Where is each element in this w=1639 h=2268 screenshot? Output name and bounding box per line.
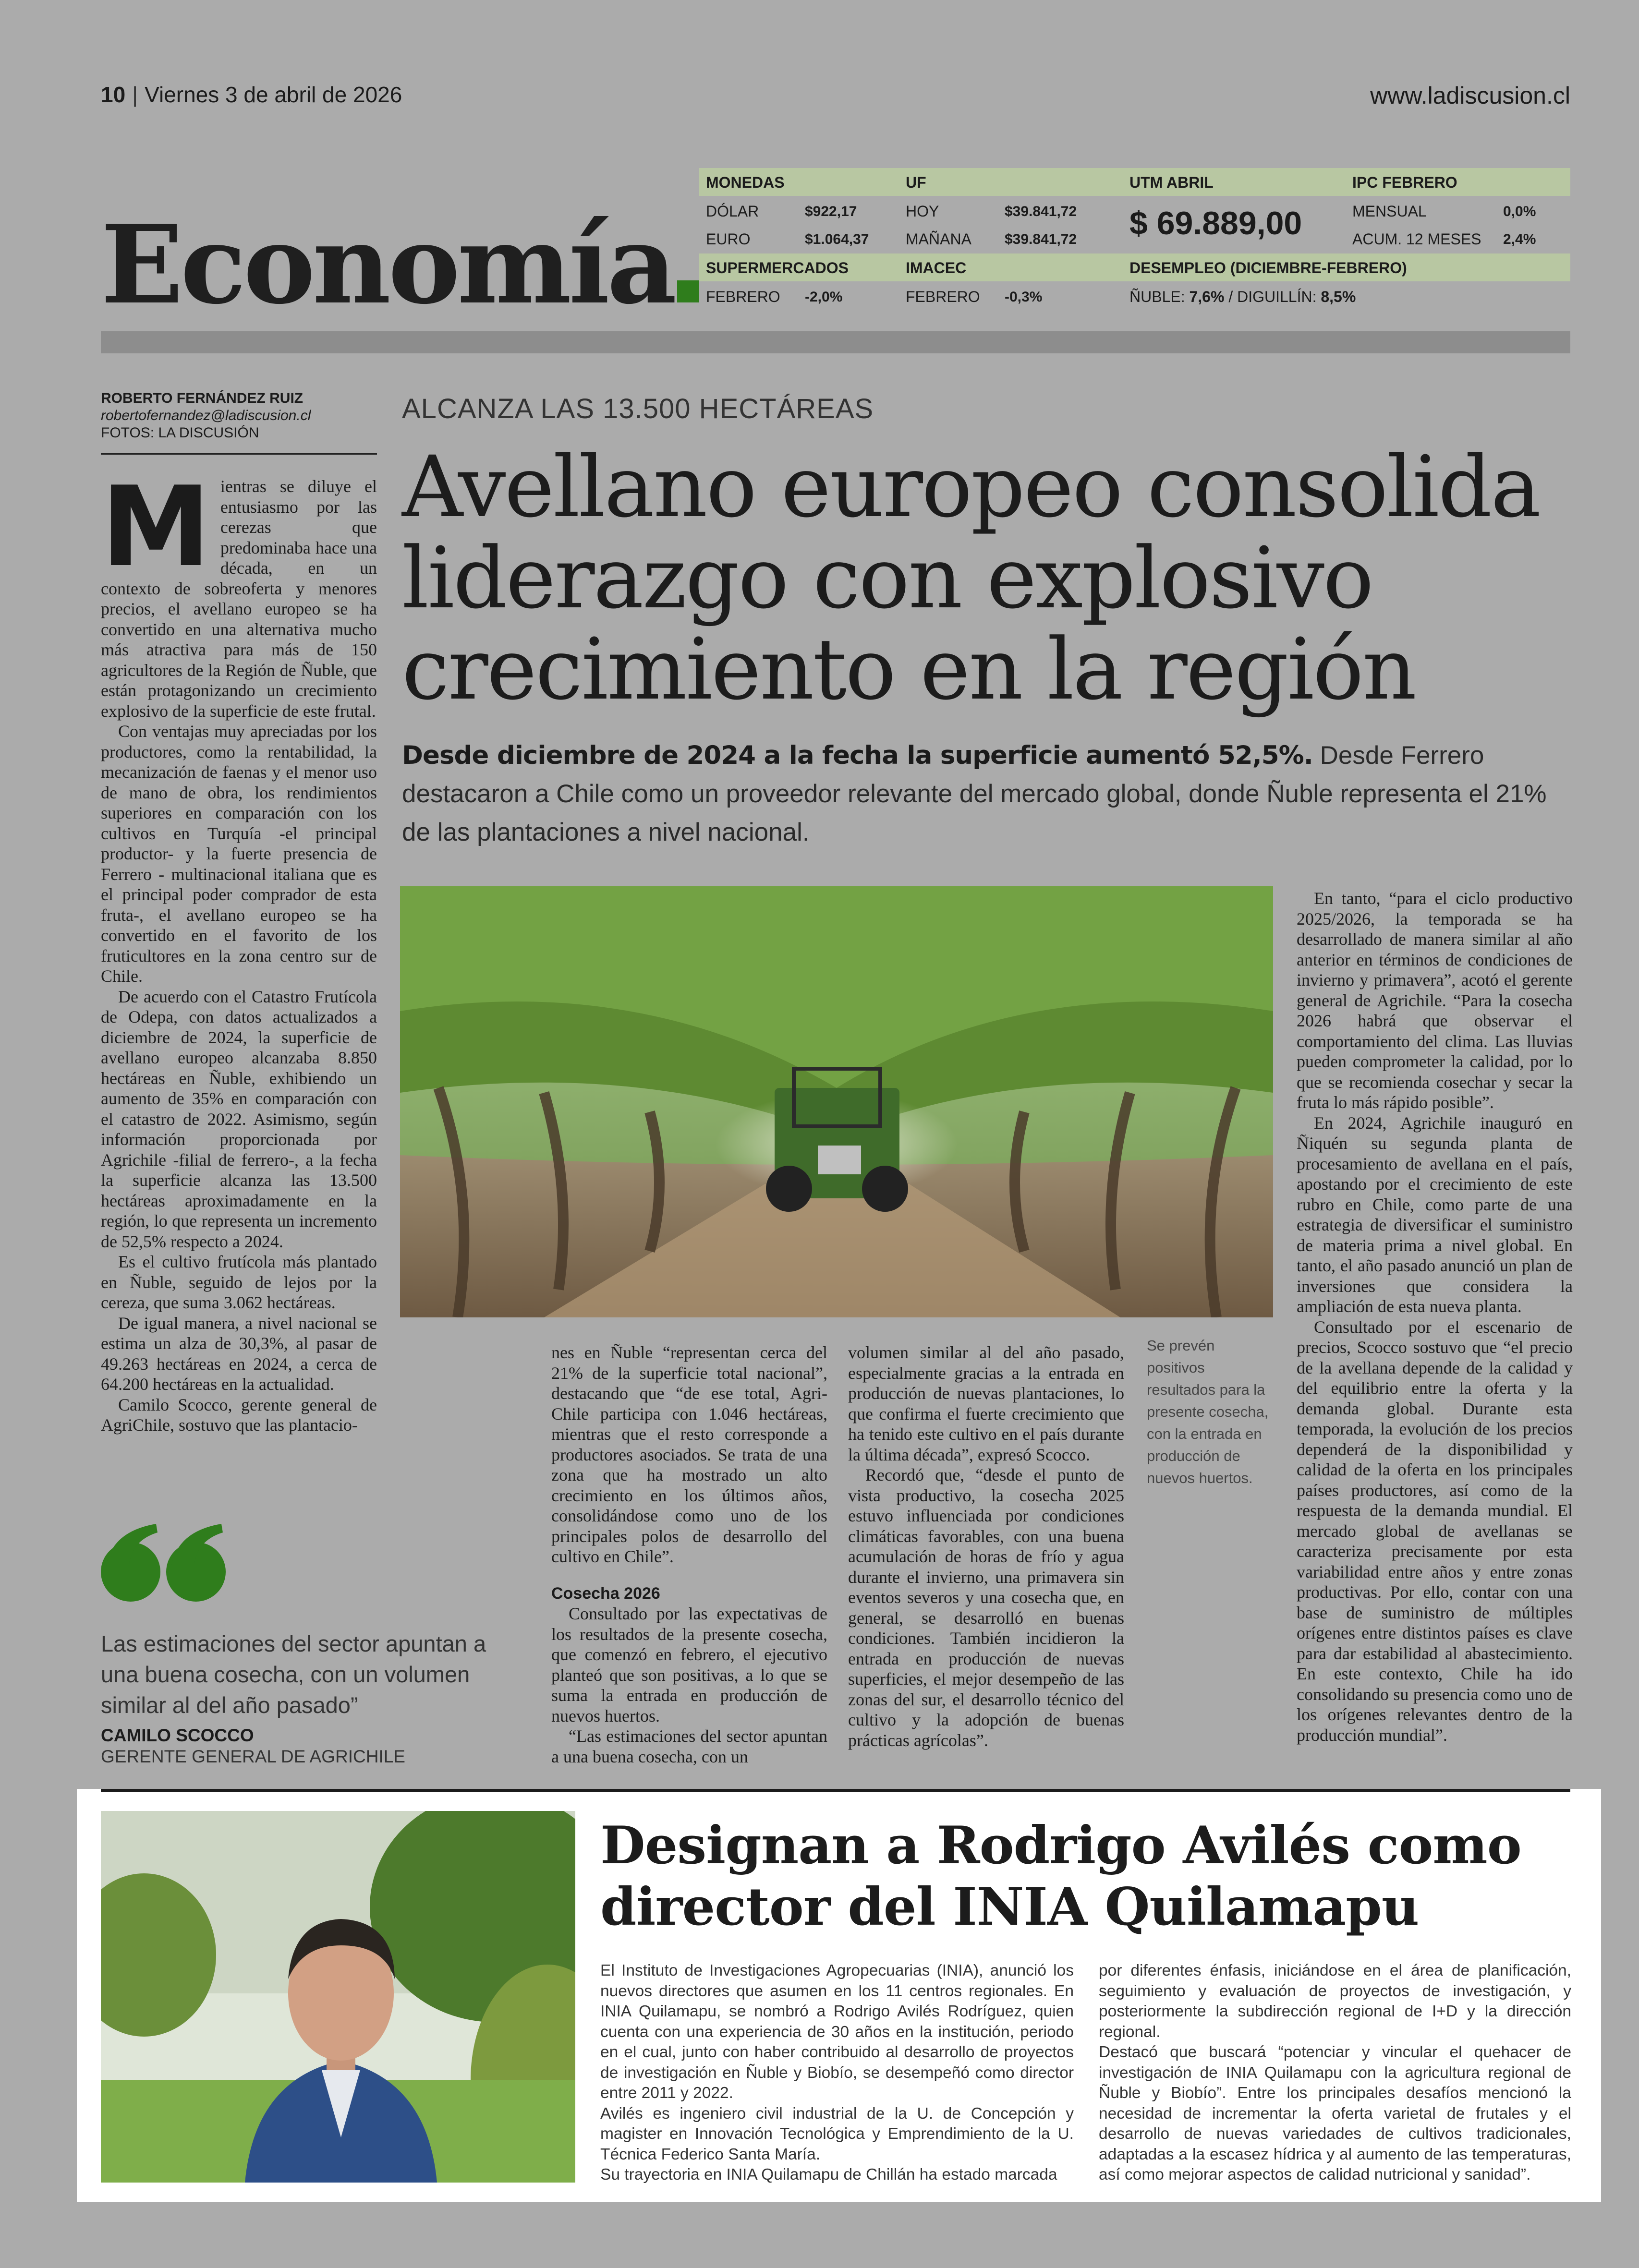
imacec-value: -0,3%	[1005, 289, 1043, 305]
paragraph: Consultado por las expectativas de los resultados de la presente cosecha, que comenzó en febrero, el ejecutivo planteó que son positivas, a lo que se suma la entrada en producción de nuevos huertos.	[551, 1604, 827, 1725]
supermercados-label: SUPERMERCADOS	[706, 259, 849, 277]
article-column-1	[101, 463, 377, 1436]
header-separator: |	[132, 82, 138, 107]
paragraph: De igual manera, a nivel nacional se estima un alza de 30,3%, al pasar de 49.263 hectáreas en 2024, a cerca de 64.200 hectáreas en la actualidad.	[101, 1313, 377, 1394]
article-kicker: ALCANZA LAS 13.500 HECTÁREAS	[402, 393, 874, 424]
ipc-mensual-label: MENSUAL	[1352, 203, 1427, 220]
desempleo-label: DESEMPLEO (DICIEMBRE-FEBRERO)	[1129, 259, 1407, 277]
deck-text: Desde Ferrero destacaron a Chile como un proveedor relevante del mercado global, donde Ñuble representa el 21% de las plantaciones a nivel nacional.	[402, 741, 1547, 846]
paragraph: Es el cultivo frutícola más plantado en Ñuble, seguido de lejos por la cereza, que suma 3.062 hectáreas.	[101, 1252, 377, 1312]
paragraph: Destacó que buscará “potenciar y vincular el quehacer de investigación de INIA Quilamapu con la agricultura regional de Ñuble y Biobío”. Entre los principales desafíos mencionó la necesidad de incrementar la oferta varietal de frutales y el desarrollo de nuevas variedades de cultivos tradicionales, adaptadas a la escasez hídrica y al aumento de las temperaturas, así como mejorar aspectos de calidad nutricional y sanidad”.	[1099, 2043, 1571, 2184]
desempleo-values: ÑUBLE: 7,6% / DIGUILLÍN: 8,5%	[1129, 288, 1356, 305]
brief-column-1	[600, 1961, 1074, 2185]
article-column-2	[551, 1342, 827, 1767]
issue-date: Viernes 3 de abril de 2026	[145, 82, 402, 107]
paragraph: Avilés es ingeniero civil industrial de la U. de Concepción y magister en Innovación Tecnológica y Emprendimiento de la U. Técnica Federico Santa María.	[600, 2104, 1074, 2163]
byline	[101, 390, 377, 442]
paragraph: El Instituto de Investigaciones Agropecuarias (INIA), anunció los nuevos directores que asumen en los 11 centros regionales. En INIA Quilamapu, se nombró a Rodrigo Avilés Rodríguez, quien cuenta con una experiencia de 30 años en la institución, periodo en el cual, junto con haber contribuido al desarrollo de proyectos de investigación en Ñuble y Biobío, se desempeñó como director entre 2011 y 2022.	[600, 1962, 1074, 2102]
page-header	[101, 82, 402, 108]
uf-manana-label: MAÑANA	[906, 230, 971, 248]
orchard-tractor-image	[400, 886, 1273, 1317]
section-divider	[101, 331, 1570, 353]
byline-divider	[101, 453, 377, 455]
paragraph: “Las estimaciones del sector apuntan a una buena cosecha, con un	[551, 1726, 827, 1766]
ipc-acum-label: ACUM. 12 MESES	[1352, 230, 1481, 248]
paragraph: Recordó que, “desde el punto de vista productivo, la cosecha 2025 estuvo influenciada por condiciones climáticas favorables, con una buena acumulación de horas de frío y agua durante el invierno, una primavera sin eventos severos y una cosecha que, en general, se desarrolló en buenas condiciones. También incidieron la entrada en producción de nuevas superficies, el mejor desempeño de las zonas del sur, el desarrollo técnico del cultivo y la adopción de buenas prácticas agrícolas”.	[848, 1465, 1124, 1750]
supermercados-value: -2,0%	[805, 289, 843, 305]
section-dot-icon	[677, 280, 699, 302]
paragraph: En 2024, Agrichile inauguró en Ñiquén su segunda planta de procesamiento de avellana en el país, apostando por el crecimiento de este rubro en Chile, como parte de una estrategia de diversificar el suministro de materia prima a nivel global. En tanto, el año pasado anunció un plan de inversiones que considera la ampliación de esta nueva planta.	[1297, 1113, 1573, 1316]
uf-hoy-value: $39.841,72	[1005, 204, 1077, 219]
portrait-image	[101, 1811, 575, 2183]
subheading-cosecha: Cosecha 2026	[551, 1584, 660, 1603]
imacec-label: IMACEC	[906, 259, 967, 277]
euro-label: EURO	[706, 230, 751, 248]
brief-divider	[101, 1789, 1570, 1792]
brief-headline: Designan a Rodrigo Avilés como director del INIA Quilamapu	[600, 1815, 1521, 1937]
photo-credit: FOTOS: LA DISCUSIÓN	[101, 425, 259, 441]
uf-label: UF	[906, 174, 926, 191]
orchard-photo	[400, 886, 1273, 1317]
paragraph: Su trayectoria en INIA Quilamapu de Chillán ha estado marcada	[600, 2166, 1057, 2184]
uf-manana-value: $39.841,72	[1005, 231, 1077, 247]
drop-cap: M	[101, 463, 211, 591]
paragraph: ientras se diluye el entusiasmo por las cerezas que predominaba hace una década, en un contexto de sobreoferta y menores precios, el avellano europeo se ha convertido en una alternativa mucho más atractiva para más de 150 agricultores de la Región de Ñuble, que están protagonizando un crecimiento explosivo de la superficie de este frutal.	[101, 477, 377, 721]
dolar-value: $922,17	[805, 204, 857, 219]
utm-label: UTM ABRIL	[1129, 174, 1214, 191]
dolar-label: DÓLAR	[706, 203, 759, 220]
ipc-label: IPC FEBRERO	[1352, 174, 1457, 191]
article-column-4	[1297, 888, 1573, 1745]
supermercados-month: FEBRERO	[706, 288, 780, 305]
article-column-3	[848, 1342, 1124, 1750]
paragraph: En tanto, “para el ciclo productivo 2025/2026, la temporada se ha desarrollado de manera similar al año anterior en términos de condiciones de invierno y primavera”, acotó el gerente general de Agrichile. “Para la cosecha 2026 habrá que observar el comportamiento del clima. Las lluvias pueden comprometer la calidad, por lo que se recomienda cosechar y secar la fruta lo más rápido posible”.	[1297, 889, 1573, 1112]
economic-indicators	[699, 168, 1570, 312]
author-email[interactable]: robertofernandez@ladiscusion.cl	[101, 408, 311, 423]
pull-quote: Las estimaciones del sector apuntan a una buena cosecha, con un volumen similar al del año pasado”	[101, 1631, 486, 1718]
paragraph: De acuerdo con el Catastro Frutícola de Odepa, con datos actualizados a diciembre de 2024, la superficie de avellano europeo alcanzaba 8.850 hectáreas en Ñuble, exhibiendo un aumento de 35% en comparación con el catastro de 2022. Asimismo, según información proporcionada por Agrichile -filial de ferrero-, a la fecha la superficie alcanza las 13.500 hectáreas aproximadamente en la región, lo que representa un incremento de 52,5% respecto a 2024.	[101, 987, 377, 1251]
author-name: ROBERTO FERNÁNDEZ RUIZ	[101, 390, 304, 406]
euro-value: $1.064,37	[805, 231, 869, 247]
paragraph: volumen similar al del año pasado, especialmente gracias a la entrada en producción de nuevas plantaciones, lo que confirma el fuerte crecimiento que ha tenido este cultivo en el país durante la última década”, expresó Scocco.	[848, 1343, 1124, 1464]
ipc-mensual-value: 0,0%	[1503, 204, 1536, 219]
paragraph: Camilo Scocco, gerente general de AgriChile, sostuvo que las plantacio-	[101, 1395, 377, 1435]
page-number: 10	[101, 82, 126, 107]
paragraph: Consultado por el escenario de precios, Scocco sostuvo que “el precio de la avellana depende de la calidad y del equilibrio entre la oferta y la demanda global. Durante esta temporada, la evolución de los precios dependerá de la disponibilidad y calidad de la oferta en los principales países productores, así como de la respuesta de la demanda mundial. El mercado global de avellanas se caracteriza precisamente por esta variabilidad entre años y entre zonas productivas. Por ello, contar con una base de suministro de múltiples orígenes entre distintos países es clave para dar estabilidad al abastecimiento. En este contexto, Chile ha ido consolidando su presencia como uno de los orígenes relevantes dentro de la producción mundial”.	[1297, 1317, 1573, 1745]
portrait-photo	[101, 1811, 575, 2183]
quote-author: CAMILO SCOCCO	[101, 1725, 254, 1745]
imacec-month: FEBRERO	[906, 288, 980, 305]
uf-hoy-label: HOY	[906, 203, 939, 220]
monedas-label: MONEDAS	[706, 174, 785, 191]
paragraph: por diferentes énfasis, iniciándose en el área de planificación, seguimiento y evaluación de proyectos de investigación, y posteriormente la subdirección regional de I+D y la dirección regional.	[1099, 1962, 1571, 2041]
section-title: Economía	[101, 211, 699, 319]
article-headline: Avellano europeo consolida liderazgo con explosivo crecimiento en la región	[402, 438, 1540, 719]
deck-highlight: Desde diciembre de 2024 a la fecha la superficie aumentó 52,5%.	[402, 741, 1313, 770]
paragraph: nes en Ñuble “representan cerca del 21% de la superficie total nacional”, destacando que “de ese total, Agri-Chile participa con 1.046 hectáreas, mientras que el resto corresponde a productores asociados. Se trata de una zona que ha mostrado un alto crecimiento en los últimos años, consolidándose como uno de los principales polos de desarrollo del cultivo en Chile”.	[551, 1343, 827, 1566]
ipc-acum-value: 2,4%	[1503, 231, 1536, 247]
paragraph: Con ventajas muy apreciadas por los productores, como la rentabilidad, la mecanización de faenas y el menor uso de mano de obra, los rendimientos superiores en comparación con los cultivos en Turquía -el principal productor- y la fuerte presencia de Ferrero - multinacional italiana que es el principal poder comprador de esta fruta-, el avellano europeo se ha convertido en el favorito de los fruticultores en la zona centro sur de Chile.	[101, 722, 377, 986]
utm-value: $ 69.889,00	[1129, 205, 1302, 241]
photo-caption: Se prevén positivos resultados para la presente cosecha, con la entrada en producción de nuevos huertos.	[1147, 1337, 1269, 1486]
quote-author-role: GERENTE GENERAL DE AGRICHILE	[101, 1747, 405, 1766]
article-deck	[402, 736, 1569, 852]
website-link[interactable]: www.ladiscusion.cl	[1370, 82, 1570, 109]
quote-mark-icon	[101, 1522, 231, 1606]
brief-column-2	[1099, 1961, 1571, 2185]
